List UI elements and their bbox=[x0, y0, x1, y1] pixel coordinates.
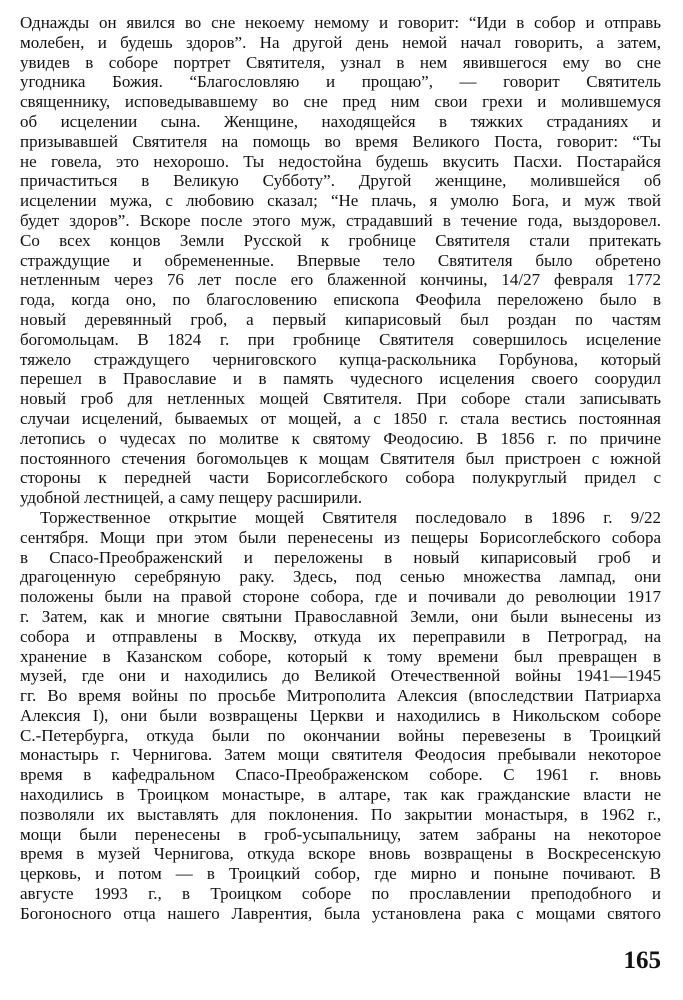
text-line: г. Затем, как и многие святыни Православной Земли, они были вынесены из bbox=[20, 606, 661, 626]
text-line: в Спасо-Преображенский и переложены в новый кипарисовый гроб и bbox=[20, 547, 661, 567]
text-line: тяжело страждущего черниговского купца-раскольника Горбунова, который bbox=[20, 349, 661, 369]
text-line: страждущие и обремененные. Впервые тело Святителя было обретено bbox=[20, 250, 661, 270]
text-line: нетленным через 76 лет после его блаженной кончины, 14/27 февраля 1772 bbox=[20, 270, 661, 290]
text-line: перешел в Православие и в память чудесного исцеления своего соорудил bbox=[20, 369, 661, 389]
text-line: драгоценную серебряную раку. Здесь, под сенью множества лампад, они bbox=[20, 567, 661, 587]
text-line: об исцелении сына. Женщине, находящейся в тяжких страданиях и bbox=[20, 111, 661, 131]
text-line: монастырь г. Чернигова. Затем мощи святителя Феодосия пребывали некоторое bbox=[20, 745, 661, 765]
text-line: С.-Петербурга, откуда были по окончании войны перевезены в Троицкий bbox=[20, 725, 661, 745]
text-line: священнику, исповедывавшему во сне пред ним свои грехи и молившемуся bbox=[20, 92, 661, 112]
text-line: Богоносного отца нашего Лаврентия, была установлена рака с мощами святого bbox=[20, 903, 661, 923]
text-line: Алексия I), они были возвращены Церкви и находились в Никольском соборе bbox=[20, 705, 661, 725]
text-line: увидев в соборе портрет Святителя, узнал в нем явившегося ему во сне bbox=[20, 52, 661, 72]
text-line: гг. Во время войны по просьбе Митрополита Алексия (впоследствии Патриарха bbox=[20, 686, 661, 706]
text-line: находились в Троицком монастыре, в алтаре, так как гражданские власти не bbox=[20, 785, 661, 805]
text-line: постоянного стечения богомольцев к мощам Святителя был пристроен с южной bbox=[20, 448, 661, 468]
text-line: музей, где они и находились до Великой Отечественной войны 1941—1945 bbox=[20, 666, 661, 686]
text-line: новый гроб для нетленных мощей Святителя. При соборе стали записывать bbox=[20, 389, 661, 409]
paragraph bbox=[20, 13, 661, 508]
paragraph bbox=[20, 508, 661, 924]
text-line: призывавшей Святителя на помощь во время Великого Поста, говорит: “Ты bbox=[20, 131, 661, 151]
text-line: не говела, это нехорошо. Ты недостойна будешь вкусить Пасхи. Постарайся bbox=[20, 151, 661, 171]
text-line: сентября. Мощи при этом были перенесены из пещеры Борисоглебского собора bbox=[20, 527, 661, 547]
text-line: молебен, и будешь здоров”. На другой день немой начал говорить, а затем, bbox=[20, 32, 661, 52]
text-line: церковь, и потом — в Троицкий собор, где мирно и поныне почивают. В bbox=[20, 864, 661, 884]
text-line: время в кафедральном Спасо-Преображенском соборе. С 1961 г. вновь bbox=[20, 765, 661, 785]
text-line: года, когда оно, по благословению епископа Феофила переложено было в bbox=[20, 290, 661, 310]
text-line: удобной лестницей, а саму пещеру расширили. bbox=[20, 488, 363, 508]
text-line: положены были на правой стороне собора, где и почивали до революции 1917 bbox=[20, 587, 661, 607]
text-line: угодника Божия. “Благословляю и прощаю”, — говорит Святитель bbox=[20, 72, 661, 92]
text-line: летопись о чудесах по молитве к святому Феодосию. В 1856 г. по причине bbox=[20, 428, 661, 448]
text-line: новый деревянный гроб, а первый кипарисовый был роздан по частям bbox=[20, 309, 661, 329]
text-line: время в музей Чернигова, откуда вскоре вновь возвращены в Воскресенскую bbox=[20, 844, 661, 864]
text-line: августе 1993 г., в Троицком соборе по прославлении преподобного и bbox=[20, 884, 661, 904]
text-line: богомольцам. В 1824 г. при гробнице Святителя совершилось исцеление bbox=[20, 329, 661, 349]
text-line: случаи исцелений, бываемых от мощей, а с 1850 г. стала вестись постоянная bbox=[20, 408, 661, 428]
text-line: собора и отправлены в Москву, откуда их переправили в Петроград, на bbox=[20, 626, 661, 646]
page-body bbox=[20, 13, 661, 924]
text-line: Торжественное открытие мощей Святителя последовало в 1896 г. 9/22 bbox=[40, 507, 661, 527]
text-line: позволяли их выставлять для поклонения. По закрытии монастыря, в 1962 г., bbox=[20, 804, 661, 824]
page-number: 165 bbox=[623, 947, 661, 974]
text-line: хранение в Казанском соборе, который к тому времени был превращен в bbox=[20, 646, 661, 666]
text-line: стороны к передней части Борисоглебского собора полукруглый придел с bbox=[20, 468, 661, 488]
text-line: Однажды он явился во сне некоему немому и говорит: “Иди в собор и отправь bbox=[20, 13, 661, 32]
text-line: будет здоров”. Вскоре после этого муж, страдавший в течение года, выздоровел. bbox=[20, 210, 661, 230]
text-line: Со всех концов Земли Русской к гробнице Святителя стали притекать bbox=[20, 230, 661, 250]
text-line: причаститься в Великую Субботу”. Другой женщине, молившейся об bbox=[20, 171, 661, 191]
text-line: исцелении мужа, с любовию сказал; “Не плачь, я умолю Бога, и муж твой bbox=[20, 191, 661, 211]
text-line: мощи были перенесены в гроб-усыпальницу, затем забраны на некоторое bbox=[20, 824, 661, 844]
